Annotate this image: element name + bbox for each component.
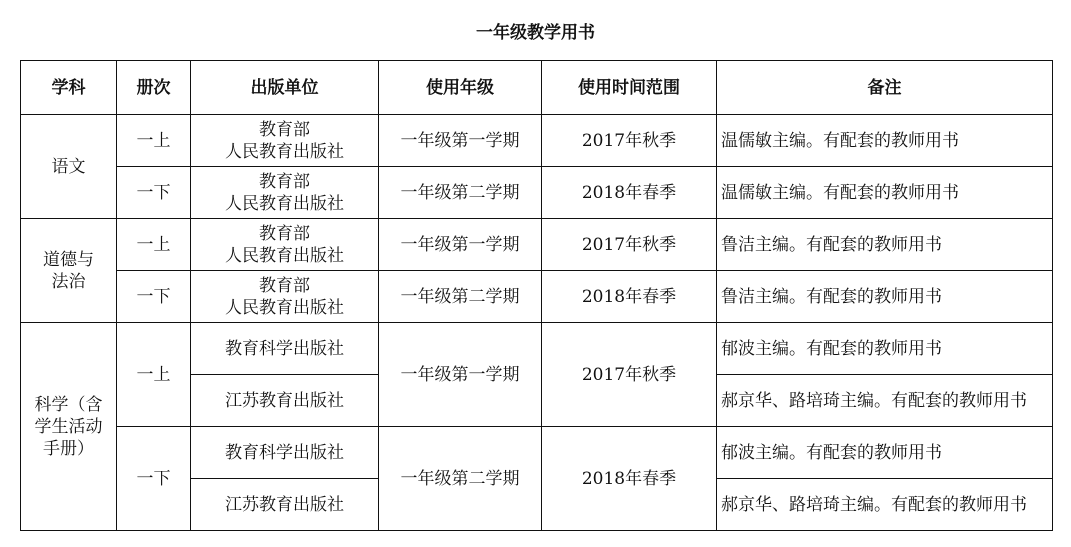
- volume-cell: 一下: [117, 271, 191, 323]
- time-cell: 2017年秋季: [542, 219, 717, 271]
- volume-cell: 一下: [117, 167, 191, 219]
- publisher-cell: [191, 167, 379, 219]
- publisher-line: 人民教育出版社: [225, 297, 344, 318]
- header-time-range: 使用时间范围: [542, 61, 717, 115]
- publisher-line: 教育部: [259, 275, 310, 296]
- time-cell: 2018年春季: [542, 427, 717, 531]
- volume-cell: 一上: [117, 323, 191, 427]
- header-volume: 册次: [117, 61, 191, 115]
- grade-cell: 一年级第一学期: [379, 115, 542, 167]
- note-cell: 郝京华、路培琦主编。有配套的教师用书: [717, 375, 1053, 427]
- header-publisher: 出版单位: [191, 61, 379, 115]
- subject-daode: 道德与 法治: [43, 249, 94, 292]
- note-cell: 郁波主编。有配套的教师用书: [717, 427, 1053, 479]
- subject-cell: [21, 115, 117, 219]
- grade-cell: 一年级第一学期: [379, 323, 542, 427]
- time-cell: 2018年春季: [542, 271, 717, 323]
- table-row: [21, 219, 1053, 271]
- publisher-cell: [191, 115, 379, 167]
- note-cell: 温儒敏主编。有配套的教师用书: [717, 115, 1053, 167]
- publisher-cell: [191, 219, 379, 271]
- publisher-cell: 江苏教育出版社: [191, 375, 379, 427]
- publisher-line: 人民教育出版社: [225, 193, 344, 214]
- time-cell: 2017年秋季: [542, 323, 717, 427]
- volume-cell: 一下: [117, 427, 191, 531]
- table-row: [21, 115, 1053, 167]
- volume-cell: 一上: [117, 115, 191, 167]
- note-cell: 鲁洁主编。有配套的教师用书: [717, 271, 1053, 323]
- publisher-cell: 江苏教育出版社: [191, 479, 379, 531]
- note-cell: 鲁洁主编。有配套的教师用书: [717, 219, 1053, 271]
- note-cell: 郝京华、路培琦主编。有配套的教师用书: [717, 479, 1053, 531]
- table-row: [21, 427, 1053, 479]
- note-cell: 郁波主编。有配套的教师用书: [717, 323, 1053, 375]
- table-row: [21, 167, 1053, 219]
- header-notes: 备注: [717, 61, 1053, 115]
- publisher-line: 教育部: [259, 223, 310, 244]
- textbook-table: [20, 60, 1053, 531]
- grade-cell: 一年级第二学期: [379, 427, 542, 531]
- publisher-line: 人民教育出版社: [225, 245, 344, 266]
- grade-cell: 一年级第一学期: [379, 219, 542, 271]
- subject-kexue: 科学（含 学生活动 手册）: [34, 394, 103, 459]
- header-row: [21, 61, 1053, 115]
- time-cell: 2018年春季: [542, 167, 717, 219]
- page-title: 一年级教学用书: [476, 23, 595, 43]
- header-subject: 学科: [21, 61, 117, 115]
- volume-cell: 一上: [117, 219, 191, 271]
- table-row: [21, 323, 1053, 375]
- publisher-cell: [191, 271, 379, 323]
- publisher-line: 人民教育出版社: [225, 141, 344, 162]
- note-cell: 温儒敏主编。有配套的教师用书: [717, 167, 1053, 219]
- subject-cell: [21, 323, 117, 531]
- publisher-cell: 教育科学出版社: [191, 323, 379, 375]
- header-grade: 使用年级: [379, 61, 542, 115]
- grade-cell: 一年级第二学期: [379, 271, 542, 323]
- subject-yuwen: 语文: [51, 156, 86, 177]
- time-cell: 2017年秋季: [542, 115, 717, 167]
- publisher-line: 教育部: [259, 119, 310, 140]
- grade-cell: 一年级第二学期: [379, 167, 542, 219]
- table-row: [21, 271, 1053, 323]
- publisher-cell: 教育科学出版社: [191, 427, 379, 479]
- publisher-line: 教育部: [259, 171, 310, 192]
- subject-cell: [21, 219, 117, 323]
